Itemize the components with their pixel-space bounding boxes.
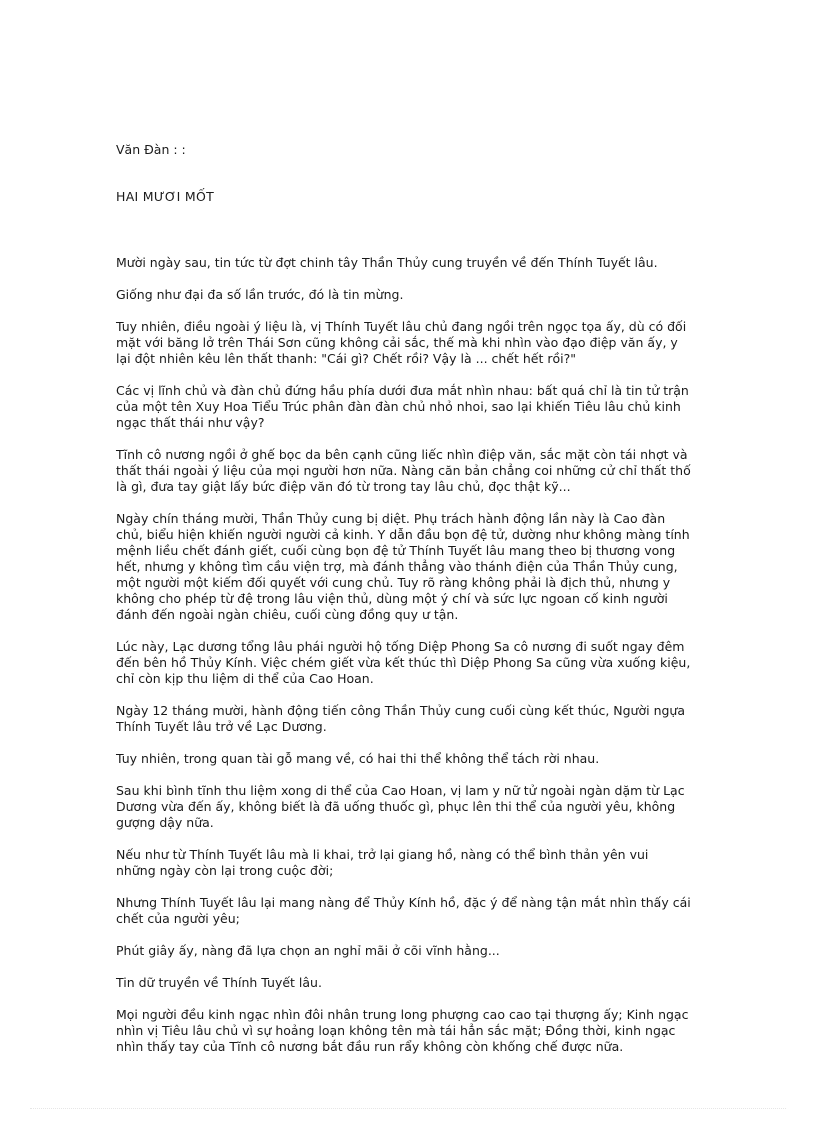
paragraph — [116, 847, 756, 879]
paragraph-line: Tuy nhiên, trong quan tài gỗ mang về, có hai thi thể không thể tách rời nhau. — [116, 751, 600, 766]
paragraph-line: Lúc này, Lạc dương tổng lâu phái người hộ tống Diệp Phong Sa cô nương đi suốt ngay đêm — [116, 639, 685, 654]
paragraph — [116, 751, 756, 767]
paragraph — [116, 895, 756, 927]
paragraph-line: Phút giây ấy, nàng đã lựa chọn an nghỉ mãi ở cõi vĩnh hằng... — [116, 943, 500, 958]
paragraph-line: Nhưng Thính Tuyết lâu lại mang nàng để Thủy Kính hồ, đặc ý để nàng tận mắt nhìn thấy cái — [116, 895, 691, 910]
paragraph-line: thất thái ngoài ý liệu của mọi người hơn nữa. Nàng căn bản chẳng coi những cử chỉ thất thố — [116, 463, 691, 478]
paragraph-line: đến bên hồ Thủy Kính. Việc chém giết vừa kết thúc thì Diệp Phong Sa cũng vừa xuống kiệu, — [116, 655, 691, 670]
paragraph-line: lại đột nhiên kêu lên thất thanh: "Cái gì? Chết rồi? Vậy là ... chết hết rồi?" — [116, 351, 577, 366]
paragraph-line: một người một kiếm đối quyết với cung chủ. Tuy rõ ràng không phải là địch thủ, nhưng y — [116, 575, 671, 590]
paragraph-line: đánh đến ngoài ngàn chiêu, cuối cùng đồng quy ư tận. — [116, 607, 459, 622]
paragraph-line: ngạc thất thái như vậy? — [116, 415, 265, 430]
paragraph-line: Tĩnh cô nương ngồi ở ghế bọc da bên cạnh cũng liếc nhìn điệp văn, sắc mặt còn tái nhợt và — [116, 447, 688, 462]
paragraph-line: Ngày 12 tháng mười, hành động tiến công Thần Thủy cung cuối cùng kết thúc, Người ngựa — [116, 703, 686, 718]
paragraph-line: là gì, đưa tay giật lấy bức điệp văn đó từ trong tay lâu chủ, đọc thật kỹ... — [116, 479, 571, 494]
paragraph — [116, 319, 756, 367]
paragraph-line: Giống như đại đa số lần trước, đó là tin mừng. — [116, 287, 404, 302]
paragraph-line: những ngày còn lại trong cuộc đời; — [116, 863, 334, 878]
paragraph-line: Các vị lĩnh chủ và đàn chủ đứng hầu phía dưới đưa mắt nhìn nhau: bất quá chỉ là tin tử trận — [116, 383, 689, 398]
paragraph-line: Dương vừa đến ấy, không biết là đã uống thuốc gì, phục lên thi thể của người yêu, không — [116, 799, 676, 814]
paragraph-line: hết, nhưng y không tìm cầu viện trợ, mà đánh thẳng vào thánh điện của Thần Thủy cung, — [116, 559, 678, 574]
paragraph-line: Ngày chín tháng mười, Thần Thủy cung bị diệt. Phụ trách hành động lần này là Cao đàn — [116, 511, 666, 526]
paragraph — [116, 447, 756, 495]
paragraph-line: không cho phép từ đệ trong lâu viện thủ, dùng một ý chí và sức lực ngoan cố kinh người — [116, 591, 668, 606]
chapter-body — [116, 255, 756, 1071]
paragraph-line: Nếu như từ Thính Tuyết lâu mà li khai, trở lại giang hồ, nàng có thể bình thản yên vui — [116, 847, 649, 862]
paragraph-line: chỉ còn kịp thu liệm di thể của Cao Hoan. — [116, 671, 374, 686]
paragraph-line: Mười ngày sau, tin tức từ đợt chinh tây Thần Thủy cung truyền về đến Thính Tuyết lâu. — [116, 255, 658, 270]
paragraph-line: của một tên Xuy Hoa Tiểu Trúc phân đàn đàn chủ nhỏ nhoi, sao lại khiến Tiêu lâu chủ kinh — [116, 399, 681, 414]
paragraph — [116, 255, 756, 271]
paragraph-line: chết của người yêu; — [116, 911, 240, 926]
paragraph — [116, 287, 756, 303]
paragraph — [116, 703, 756, 735]
paragraph-line: nhìn thấy tay của Tĩnh cô nương bắt đầu run rẩy không còn khống chế được nữa. — [116, 1039, 624, 1054]
paragraph-line: Mọi người đều kinh ngạc nhìn đôi nhân trung long phượng cao cao tại thượng ấy; Kinh ngạc — [116, 1007, 689, 1022]
paragraph — [116, 383, 756, 431]
chapter-title: HAI MƯƠI MỐT — [116, 189, 215, 204]
paragraph-line: Sau khi bình tĩnh thu liệm xong di thể của Cao Hoan, vị lam y nữ tử ngoài ngàn dặm từ Lạc — [116, 783, 685, 798]
paragraph-line: nhìn vị Tiêu lâu chủ vì sự hoảng loạn không tên mà tái hẳn sắc mặt; Đồng thời, kinh ngạc — [116, 1023, 676, 1038]
page-footer-rule — [30, 1108, 786, 1109]
paragraph — [116, 1007, 756, 1055]
paragraph — [116, 975, 756, 991]
paragraph — [116, 511, 756, 623]
paragraph-line: gượng dậy nữa. — [116, 815, 214, 830]
paragraph-line: mệnh liều chết đánh giết, cuối cùng bọn đệ tử Thính Tuyết lâu mang theo bị thương vong — [116, 543, 676, 558]
paragraph-line: Tuy nhiên, điều ngoài ý liệu là, vị Thính Tuyết lâu chủ đang ngồi trên ngọc tọa ấy, dù có đối — [116, 319, 687, 334]
paragraph — [116, 783, 756, 831]
paragraph — [116, 639, 756, 687]
paragraph-line: Thính Tuyết lâu trở về Lạc Dương. — [116, 719, 327, 734]
paragraph-line: mặt với băng lở trên Thái Sơn cũng không cải sắc, thế mà khi nhìn vào đạo điệp văn ấy, y — [116, 335, 678, 350]
source-line: Văn Đàn : : — [116, 142, 186, 157]
paragraph — [116, 943, 756, 959]
paragraph-line: Tin dữ truyền về Thính Tuyết lâu. — [116, 975, 322, 990]
paragraph-line: chủ, biểu hiện khiến người người cả kinh. Y dẫn đầu bọn đệ tử, dường như không màng tính — [116, 527, 690, 542]
